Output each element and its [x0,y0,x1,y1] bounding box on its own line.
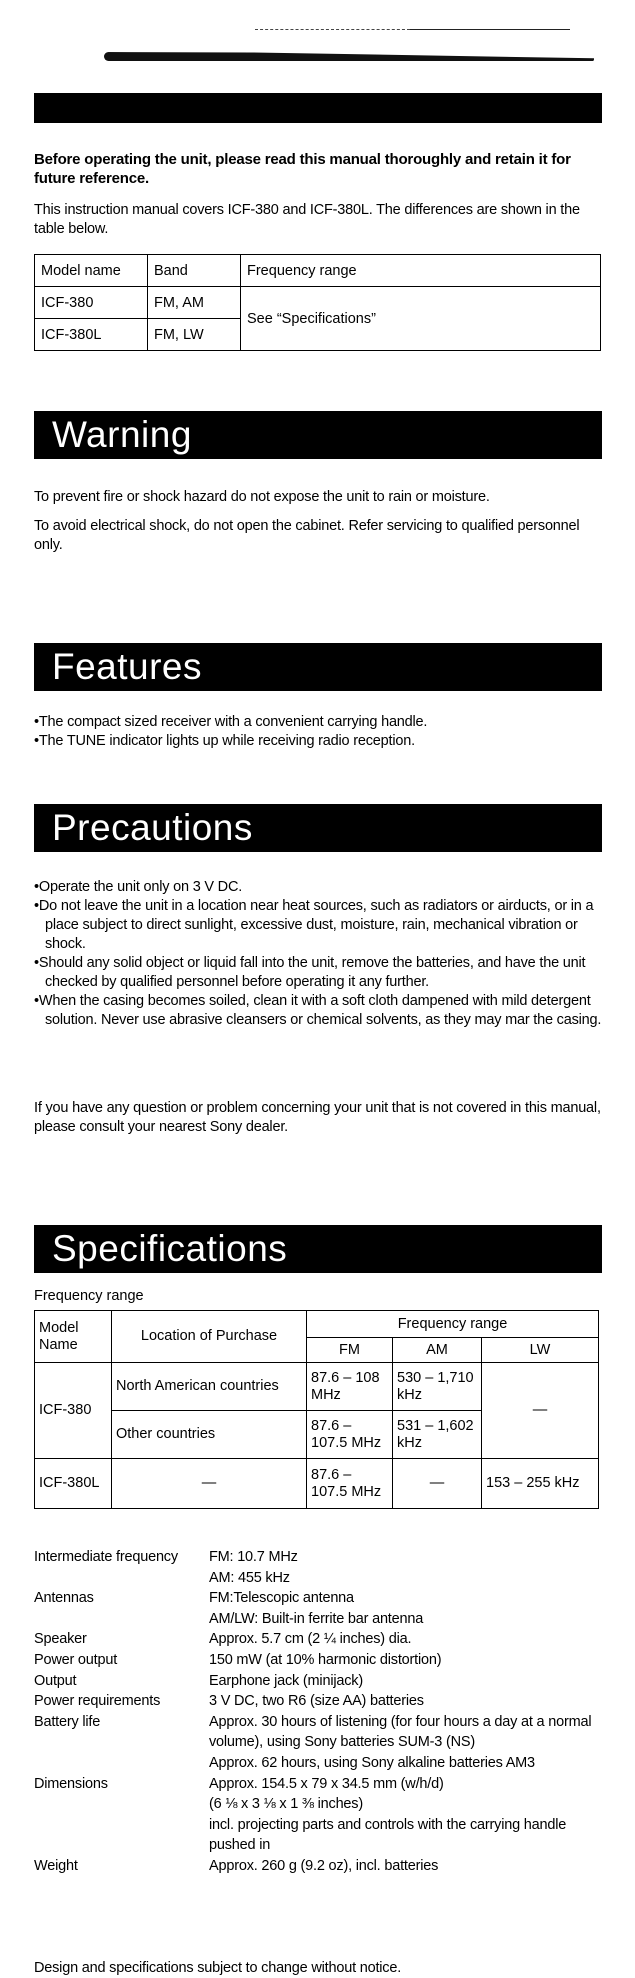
th-am: AM [393,1338,482,1363]
list-item: •When the casing becomes soiled, clean it with a soft cloth dampened with mild detergent solution. Never use abrasive cleansers or chemical solvents, as they may mar the casing. [34,993,602,1028]
header-rule [410,29,570,30]
th-lw: LW [482,1338,599,1363]
spec-row: Intermediate frequency FM: 10.7 MHz AM: 455 kHz [34,1549,298,1586]
spec-row: Power requirements 3 V DC, two R6 (size AA) batteries [34,1693,424,1710]
precautions-list [34,878,602,1030]
list-item: •Operate the unit only on 3 V DC. [34,879,243,895]
specifications-heading: Specifications [34,1225,602,1273]
intro-paragraph-2: This instruction manual covers ICF-380 and ICF-380L. The differences are shown in the table below. [34,202,580,237]
th-location: Location of Purchase [112,1311,307,1363]
features-heading: Features [34,643,602,691]
th-frequency-range: Frequency range [307,1311,599,1338]
cell-na-am: 530 – 1,710 kHz [393,1363,482,1411]
spec-row: Speaker Approx. 5.7 cm (2 ¼ inches) dia. [34,1631,412,1648]
cell-band-icf380: FM, AM [148,287,241,319]
cell-icf380l: ICF-380L [35,1459,112,1509]
header-black-bar [34,93,602,123]
th-model-name: Model Name [35,1311,112,1363]
precautions-heading: Precautions [34,804,602,852]
frequency-range-label: Frequency range [34,1288,144,1304]
cell-am-dash: — [393,1459,482,1509]
th-model-name: Model name [35,255,148,287]
header-rule-dashed [255,29,410,30]
list-item: •Do not leave the unit in a location near heat sources, such as radiators or airducts, or in a place subject to direct sunlight, excessive dust, moisture, rain, mechanical vibration or shock. [34,898,594,952]
list-item: •Should any solid object or liquid fall into the unit, remove the batteries, and have the unit checked by qualified personnel before operating it any further. [34,955,586,990]
th-frequency-range: Frequency range [241,255,601,287]
cell-icf380: ICF-380 [35,1363,112,1459]
warning-paragraph-1: To prevent fire or shock hazard do not expose the unit to rain or moisture. [34,489,490,505]
warning-heading: Warning [34,411,602,459]
cell-north-american: North American countries [112,1363,307,1411]
cell-l-lw: 153 – 255 kHz [482,1459,599,1509]
list-item: •The TUNE indicator lights up while receiving radio reception. [34,733,415,749]
cell-l-fm: 87.6 – 107.5 MHz [307,1459,393,1509]
spec-row: Output Earphone jack (minijack) [34,1672,363,1689]
cell-other-countries: Other countries [112,1411,307,1459]
cell-model-icf380l: ICF-380L [35,319,148,351]
model-table [34,254,601,351]
features-list [34,713,602,751]
precautions-footer: If you have any question or problem concerning your unit that is not covered in this manual, please consult your nearest Sony dealer. [34,1100,601,1135]
cell-lw-dash: — [482,1363,599,1459]
spec-row: Antennas FM:Telescopic antenna AM/LW: Built-in ferrite bar antenna [34,1590,424,1627]
spec-row: Dimensions Approx. 154.5 x 79 x 34.5 mm (w/h/d) (6 ⅛ x 3 ⅛ x 1 ⅜ inches) incl. projecting parts and controls with the carrying handle pushed in [34,1775,567,1854]
spec-row: Battery life Approx. 30 hours of listening (for four hours a day at a normal volume), using Sony batteries SUM-3 (NS) Approx. 62 hours, using Sony alkaline batteries AM3 [34,1713,592,1771]
frequency-table [34,1310,599,1509]
th-band: Band [148,255,241,287]
header-swoosh-line [104,52,594,61]
cell-na-fm: 87.6 – 108 MHz [307,1363,393,1411]
specifications-footer: Design and specifications subject to change without notice. [34,1960,402,1976]
cell-other-fm: 87.6 – 107.5 MHz [307,1411,393,1459]
spec-row: Weight Approx. 260 g (9.2 oz), incl. batteries [34,1857,439,1874]
intro-paragraph-1: Before operating the unit, please read this manual thoroughly and retain it for future reference. [34,151,571,187]
cell-band-icf380l: FM, LW [148,319,241,351]
cell-location-dash: — [112,1459,307,1509]
spec-row: Power output 150 mW (at 10% harmonic distortion) [34,1651,442,1668]
warning-paragraph-2: To avoid electrical shock, do not open the cabinet. Refer servicing to qualified personnel only. [34,518,580,553]
cell-freq-note: See “Specifications” [241,287,601,351]
list-item: •The compact sized receiver with a convenient carrying handle. [34,714,428,730]
cell-model-icf380: ICF-380 [35,287,148,319]
spec-list [34,1547,604,1877]
th-fm: FM [307,1338,393,1363]
cell-other-am: 531 – 1,602 kHz [393,1411,482,1459]
